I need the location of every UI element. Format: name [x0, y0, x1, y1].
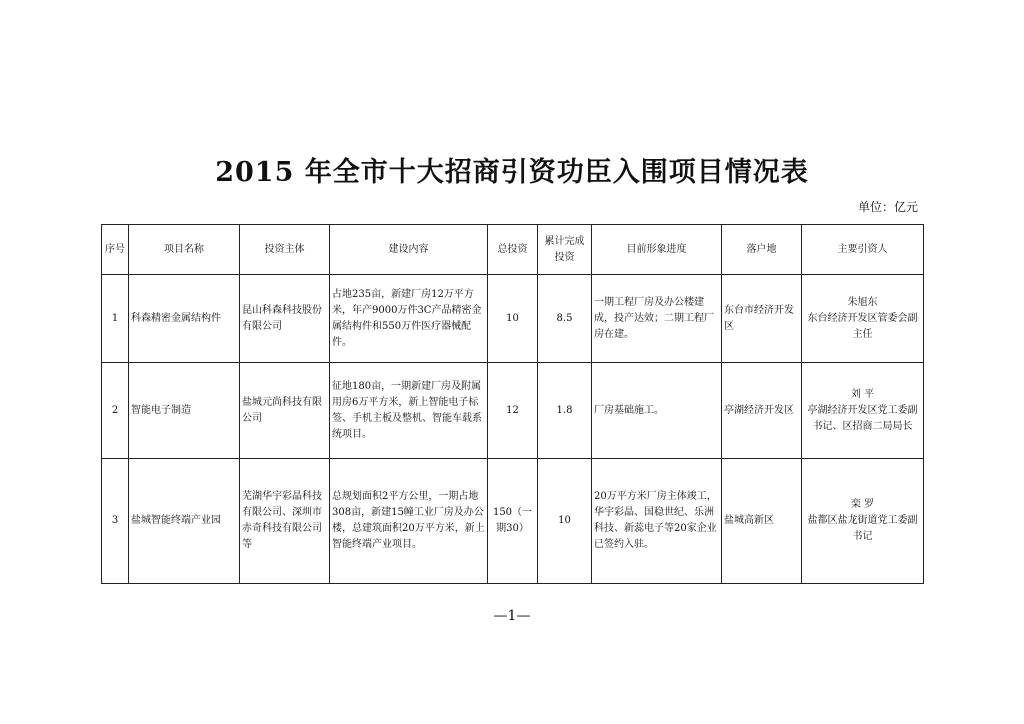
cell-investor: 盐城元尚科技有限公司 [240, 363, 330, 459]
header-cell-location: 落户地 [722, 225, 802, 275]
cell-investor: 芜湖华宇彩晶科技有限公司、深圳市赤奇科技有限公司等 [240, 459, 330, 584]
cell-name: 科森精密金属结构件 [129, 275, 240, 363]
cell-total: 10 [488, 275, 538, 363]
cell-progress: 20万平方米厂房主体竣工，华宇彩晶、国稳世纪、乐洲科技、新蕊电子等20家企业已签约入驻。 [592, 459, 722, 584]
cell-completed: 1.8 [538, 363, 592, 459]
unit-label: 单位：亿元 [857, 200, 918, 214]
table-row [102, 459, 924, 584]
cell-content: 占地235亩，新建厂房12万平方米，年产9000万件3C产品精密金属结构件和550万件医疗器械配件。 [330, 275, 488, 363]
person-title: 东台经济开发区管委会副主任 [807, 312, 918, 340]
cell-name: 智能电子制造 [129, 363, 240, 459]
cell-progress: 一期工程厂房及办公楼建成，投产达效；二期工程厂房在建。 [592, 275, 722, 363]
header-cell-no: 序号 [102, 225, 129, 275]
page-title: 2015 年全市十大招商引资功臣入围项目情况表 [215, 157, 809, 188]
cell-no: 2 [102, 363, 129, 459]
cell-no: 1 [102, 275, 129, 363]
cell-person [802, 275, 924, 363]
project-table [101, 224, 924, 584]
table-row [102, 275, 924, 363]
cell-person [802, 459, 924, 584]
cell-name: 盐城智能终端产业园 [129, 459, 240, 584]
person-name: 刘 平 [850, 388, 875, 400]
cell-no: 3 [102, 459, 129, 584]
cell-location: 东台市经济开发区 [722, 275, 802, 363]
cell-person [802, 363, 924, 459]
cell-completed: 8.5 [538, 275, 592, 363]
cell-content: 征地180亩，一期新建厂房及附属用房6万平方米，新上智能电子标签、手机主板及整机、智能车载系统项目。 [330, 363, 488, 459]
header-cell-investor: 投资主体 [240, 225, 330, 275]
person-title: 盐都区盐龙街道党工委副书记 [807, 515, 918, 542]
header-cell-completed: 累计完成投资 [538, 225, 592, 275]
cell-location: 亭湖经济开发区 [722, 363, 802, 459]
person-name: 朱旭东 [847, 296, 878, 308]
header-cell-content: 建设内容 [330, 225, 488, 275]
header-cell-name: 项目名称 [129, 225, 240, 275]
cell-content: 总规划面积2平方公里，一期占地308亩，新建15幢工业厂房及办公楼，总建筑面积20万平方米，新上智能终端产业项目。 [330, 459, 488, 584]
page-number: —1— [493, 608, 531, 624]
header-cell-total: 总投资 [488, 225, 538, 275]
cell-investor: 昆山科森科技股份有限公司 [240, 275, 330, 363]
cell-total: 150（一期30） [488, 459, 538, 584]
cell-progress: 厂房基础施工。 [592, 363, 722, 459]
cell-location: 盐城高新区 [722, 459, 802, 584]
table-row [102, 363, 924, 459]
cell-total: 12 [488, 363, 538, 459]
cell-completed: 10 [538, 459, 592, 584]
table-header-row [102, 225, 924, 275]
person-name: 栾 罗 [850, 499, 875, 510]
header-cell-person: 主要引资人 [802, 225, 924, 275]
person-title: 亭湖经济开发区党工委副书记、区招商二局局长 [807, 404, 918, 432]
header-cell-progress: 目前形象进度 [592, 225, 722, 275]
